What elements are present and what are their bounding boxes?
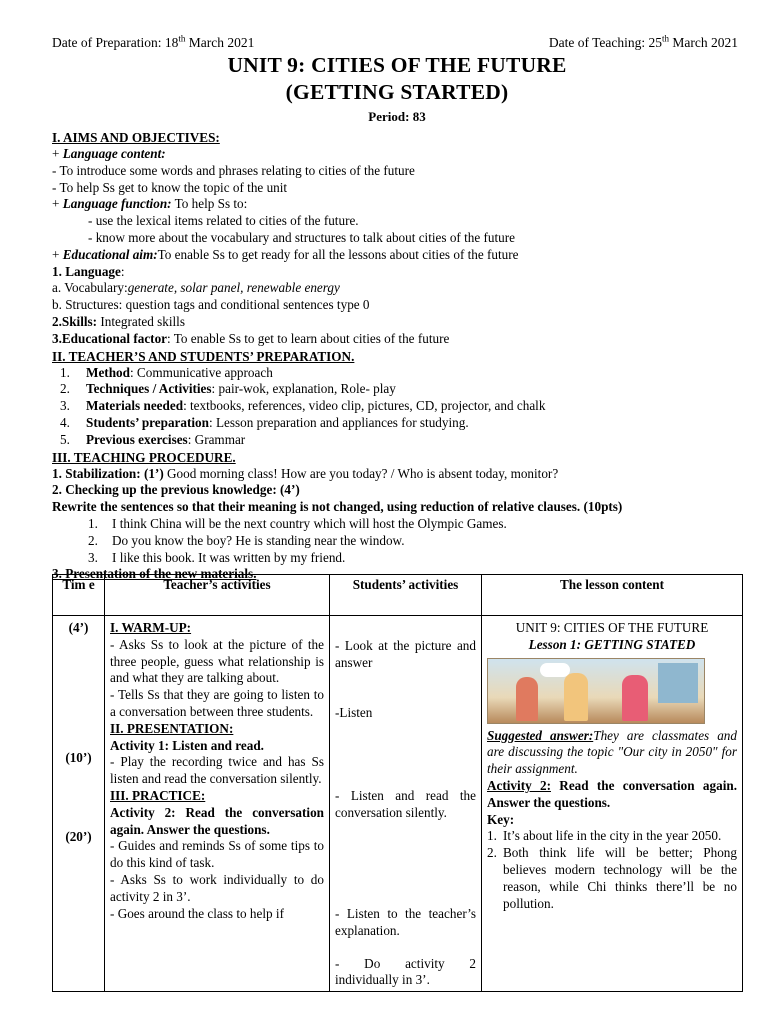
time-header: Tim e (53, 575, 105, 616)
time-presentation: (10’) (65, 749, 92, 765)
activity-1-label: Activity 1: Listen and read. (110, 737, 264, 753)
lesson-plan-page (52, 35, 742, 583)
students-activities-cell (330, 616, 482, 992)
period-number: Period: 83 (368, 109, 426, 124)
presentation-heading: 3. Presentation of the new materials. (52, 566, 257, 582)
preparation-date: Date of Preparation: 18th March 2021 (52, 33, 255, 50)
language-function-item: - use the lexical items related to cities of the future. (88, 213, 359, 229)
key-list (487, 828, 737, 912)
activity-2-content: Activity 2: Read the conversation again. Answer the questions. (487, 777, 737, 810)
teacher-step: - Asks Ss to work individually to do activity 2 in 3’. (110, 871, 324, 904)
student-step: - Listen and read the conversation silently. (335, 788, 476, 821)
lesson-subtitle: (GETTING STARTED) (285, 80, 509, 104)
preparation-item: 1. Method: Communicative approach (60, 364, 273, 380)
presentation-heading-cell: II. PRESENTATION: (110, 720, 234, 736)
practice-heading: III. PRACTICE: (110, 787, 206, 803)
preparation-heading: II. TEACHER’S AND STUDENTS’ PREPARATION. (52, 348, 355, 364)
suggested-answer: Suggested answer:They are classmates and are discussing the topic "Our city in 2050" for their assignment. (487, 727, 737, 777)
students-header: Students’ activities (330, 575, 482, 616)
preparation-item: 3. Materials needed: textbooks, references, video clip, pictures, CD, projector, and chalk (60, 398, 546, 414)
language-content-item: - To help Ss get to know the topic of the unit (52, 179, 288, 195)
time-warmup: (4’) (68, 620, 89, 635)
preparation-item: 2. Techniques / Activities: pair-wok, explanation, Role- play (60, 381, 396, 397)
table-row (53, 616, 743, 992)
lesson-content-cell (482, 616, 743, 992)
language-function: + Language function: To help Ss to: (52, 196, 248, 212)
student-step: - Look at the picture and answer (335, 638, 476, 670)
language-content-label: + Language content: (52, 146, 166, 161)
teacher-step: - Guides and reminds Ss of some tips to do this kind of task. (110, 838, 324, 871)
structures: b. Structures: question tags and conditional sentences type 0 (52, 297, 370, 313)
teacher-activities-cell (105, 616, 330, 992)
sentence-item: 3. I like this book. It was written by my friend. (88, 549, 346, 565)
teacher-step: - Goes around the class to help if (110, 905, 284, 921)
student-step: - Do activity 2 individually in 3’. (335, 955, 476, 988)
teacher-step: - Play the recording twice and has Ss listen and read the conversation silently. (110, 754, 324, 787)
activity-2-label: Activity 2: Read the conversation again. Answer the questions. (110, 804, 324, 837)
student-step: - Listen to the teacher’s explanation. (335, 905, 476, 938)
sentence-list (52, 516, 742, 566)
teacher-step: - Tells Ss that they are going to listen to a conversation between three students. (110, 687, 324, 719)
warmup-heading: I. WARM-UP: (110, 620, 192, 635)
teacher-header: Teacher’s activities (105, 575, 330, 616)
time-practice: (20’) (65, 828, 92, 844)
language-heading: 1. Language: (52, 263, 125, 279)
sentence-item: 2. Do you know the boy? He is standing near the window. (88, 532, 405, 548)
dates-row (52, 35, 742, 52)
table-header-row (53, 575, 743, 616)
procedure-heading: III. TEACHING PROCEDURE. (52, 449, 236, 465)
educational-aim: + Educational aim:To enable Ss to get ready for all the lessons about cities of the future (52, 246, 519, 262)
preparation-list (52, 365, 742, 449)
checking-heading: 2. Checking up the previous knowledge: (4’) (52, 482, 300, 498)
preparation-item: 4. Students’ preparation: Lesson preparation and appliances for studying. (60, 414, 469, 430)
language-function-item: - know more about the vocabulary and structures to talk about cities of the future (88, 229, 515, 245)
time-cell (53, 616, 105, 992)
preparation-item: 5. Previous exercises: Grammar (60, 431, 246, 447)
conversation-illustration (487, 658, 705, 724)
key-label: Key: (487, 811, 515, 827)
language-content-item: - To introduce some words and phrases relating to cities of the future (52, 162, 415, 178)
key-item: 2. Both think life will be better; Phong believes modern technology will be the reason, while Chi thinks there’ll be no pollution. (487, 845, 737, 911)
aims-heading: I. AIMS AND OBJECTIVES: (52, 130, 220, 145)
vocabulary: a. Vocabulary:generate, solar panel, renewable energy (52, 280, 340, 296)
lesson-table (52, 574, 743, 992)
unit-title: UNIT 9: CITIES OF THE FUTURE (227, 53, 567, 77)
stabilization: 1. Stabilization: (1’) Good morning class! How are you today? / Who is absent today, monitor? (52, 465, 559, 481)
educational-factor: 3.Educational factor: To enable Ss to get to learn about cities of the future (52, 330, 450, 346)
rewrite-instruction: Rewrite the sentences so that their meaning is not changed, using reduction of relative clauses. (10pts) (52, 499, 623, 515)
teaching-date: Date of Teaching: 25th March 2021 (548, 33, 738, 50)
sentence-item: 1. I think China will be the next country which will host the Olympic Games. (88, 515, 507, 531)
student-step: -Listen (335, 704, 373, 720)
content-unit-title: UNIT 9: CITIES OF THE FUTURE (515, 620, 709, 635)
content-lesson-title: Lesson 1: GETTING STATED (528, 636, 696, 652)
key-item: 1. It’s about life in the city in the year 2050. (487, 828, 722, 844)
teacher-step: - Asks Ss to look at the picture of the three people, guess what relationship is and what they are talking about. (110, 636, 324, 686)
skills: 2.Skills: Integrated skills (52, 313, 185, 329)
content-header: The lesson content (482, 575, 743, 616)
